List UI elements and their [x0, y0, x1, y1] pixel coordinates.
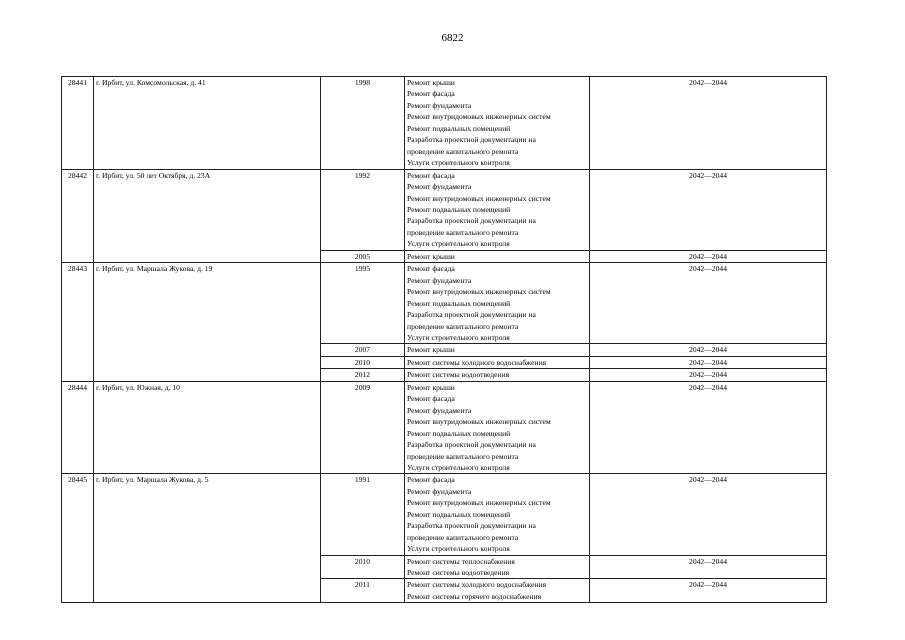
work-item: Ремонт внутридомовых инженерных систем — [407, 287, 551, 297]
work-item: Разработка проектной документации на — [407, 440, 536, 450]
address-cell: г. Ирбит, ул. Комсомольская, д. 41 — [94, 77, 321, 170]
work-item: Ремонт фундамента — [407, 182, 472, 192]
work-item: Ремонт фасада — [407, 475, 455, 485]
work-types-cell — [405, 381, 590, 474]
page-number: 6822 — [441, 32, 464, 44]
work-types-cell — [405, 474, 590, 555]
period-cell: 2042—2044 — [590, 169, 827, 250]
repair-schedule-table — [61, 76, 827, 603]
work-types-cell — [405, 579, 590, 603]
work-types-cell — [405, 344, 590, 356]
period-cell: 2042—2044 — [590, 555, 827, 579]
work-item: Ремонт фундамента — [407, 486, 472, 496]
work-item: Ремонт подвальных помещений — [407, 509, 511, 519]
work-types-cell — [405, 356, 590, 368]
house-id-cell: 28441 — [62, 77, 94, 170]
work-item: Ремонт подвальных помещений — [407, 428, 511, 438]
work-types-cell — [405, 555, 590, 579]
work-item: Ремонт внутридомовых инженерных систем — [407, 498, 551, 508]
work-item: Разработка проектной документации на — [407, 310, 536, 320]
house-id-cell: 28443 — [62, 263, 94, 382]
work-item: Ремонт фасада — [407, 170, 455, 180]
period-cell: 2042—2044 — [590, 263, 827, 344]
year-cell: 2012 — [321, 369, 405, 381]
work-item: Ремонт внутридомовых инженерных систем — [407, 112, 551, 122]
period-cell: 2042—2044 — [590, 369, 827, 381]
work-item: Ремонт системы холодного водоснабжения — [407, 580, 547, 590]
work-item: Разработка проектной документации на — [407, 521, 536, 531]
table-row — [62, 474, 827, 555]
work-types-cell — [405, 250, 590, 262]
table-body — [62, 77, 827, 603]
work-item: Ремонт подвальных помещений — [407, 123, 511, 133]
work-item: Ремонт системы теплоснабжения — [407, 556, 515, 566]
work-item: Услуги строительного контроля — [407, 462, 510, 472]
work-item: Ремонт подвальных помещений — [407, 204, 511, 214]
work-item: проведение капитального ремонта — [407, 321, 519, 331]
house-id-cell: 28444 — [62, 381, 94, 474]
work-item: Разработка проектной документации на — [407, 216, 536, 226]
work-item: Ремонт фундамента — [407, 275, 472, 285]
year-cell: 2005 — [321, 250, 405, 262]
year-cell: 1991 — [321, 474, 405, 555]
year-cell: 1998 — [321, 77, 405, 170]
work-item: проведение капитального ремонта — [407, 532, 519, 542]
work-item: Услуги строительного контроля — [407, 332, 510, 342]
work-item: проведение капитального ремонта — [407, 227, 519, 237]
house-id-cell: 28445 — [62, 474, 94, 603]
address-cell: г. Ирбит, ул. Маршала Жукова, д. 5 — [94, 474, 321, 603]
period-cell: 2042—2044 — [590, 579, 827, 603]
work-item: Ремонт фасада — [407, 394, 455, 404]
period-cell: 2042—2044 — [590, 474, 827, 555]
work-item: Ремонт крыши — [407, 382, 455, 392]
period-cell: 2042—2044 — [590, 77, 827, 170]
year-cell: 1995 — [321, 263, 405, 344]
table-row — [62, 169, 827, 250]
year-cell: 1992 — [321, 169, 405, 250]
year-cell: 2010 — [321, 555, 405, 579]
address-cell: г. Ирбит, ул. Южная, д. 10 — [94, 381, 321, 474]
table-row — [62, 263, 827, 344]
work-item: Ремонт фундамента — [407, 100, 472, 110]
period-cell: 2042—2044 — [590, 344, 827, 356]
period-cell: 2042—2044 — [590, 381, 827, 474]
work-item: Услуги строительного контроля — [407, 239, 510, 249]
work-item: Ремонт фасада — [407, 264, 455, 274]
address-cell: г. Ирбит, ул. 50 лет Октября, д. 23А — [94, 169, 321, 263]
work-item: Ремонт крыши — [407, 251, 455, 261]
year-cell: 2007 — [321, 344, 405, 356]
work-item: Ремонт фасада — [407, 89, 455, 99]
work-item: Ремонт крыши — [407, 345, 455, 355]
work-types-cell — [405, 169, 590, 250]
table-row — [62, 381, 827, 474]
work-item: Ремонт крыши — [407, 78, 455, 87]
work-item: Ремонт внутридомовых инженерных систем — [407, 193, 551, 203]
work-types-cell — [405, 263, 590, 344]
address-cell: г. Ирбит, ул. Маршала Жукова, д. 19 — [94, 263, 321, 382]
work-item: Ремонт системы водоотведения — [407, 370, 510, 380]
year-cell: 2009 — [321, 381, 405, 474]
work-item: Ремонт фундамента — [407, 405, 472, 415]
work-item: Услуги строительного контроля — [407, 158, 510, 168]
work-types-cell — [405, 369, 590, 381]
work-item: Ремонт внутридомовых инженерных систем — [407, 417, 551, 427]
year-cell: 2011 — [321, 579, 405, 603]
work-item: Ремонт системы холодного водоснабжения — [407, 357, 547, 367]
work-item: Ремонт подвальных помещений — [407, 298, 511, 308]
work-item: Разработка проектной документации на — [407, 135, 536, 145]
work-item: проведение капитального ремонта — [407, 146, 519, 156]
table-row — [62, 77, 827, 170]
year-cell: 2010 — [321, 356, 405, 368]
period-cell: 2042—2044 — [590, 356, 827, 368]
house-id-cell: 28442 — [62, 169, 94, 263]
period-cell: 2042—2044 — [590, 250, 827, 262]
work-item: Услуги строительного контроля — [407, 544, 510, 554]
work-item: Ремонт системы горячего водоснабжения — [407, 591, 542, 601]
work-item: проведение капитального ремонта — [407, 451, 519, 461]
work-types-cell — [405, 77, 590, 170]
work-item: Ремонт системы водоотведения — [407, 568, 510, 578]
